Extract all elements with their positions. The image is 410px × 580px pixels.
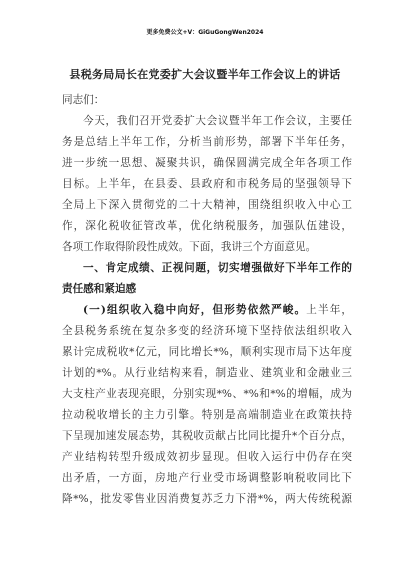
document-body [62,90,352,510]
paragraph-line: 目标。上半年，在县委、县政府和市税务局的坚强领导下 [62,178,352,190]
paragraph-line: 今天，我们召开党委扩大会议暨半年工作会议，主要任 [83,115,352,127]
paragraph-line: 拉动税收增长的主力引擎。特别是高端制造业在政策扶持 [62,409,352,421]
paragraph-line: 累计完成税收*亿元，同比增长*%，顺利实现市局下达年度 [62,346,352,358]
paragraph-line: 作，深化税收征管改革，优化纳税服务，加强队伍建设， [62,220,352,232]
paragraph-line: 务是总结上半年工作，分析当前形势，部署下半年任务， [62,136,352,148]
subsection-line [62,300,352,321]
paragraph-line: 各项工作取得阶段性成效。下面，我讲三个方面意见。 [62,241,317,253]
paragraph-line: 降*%，批发零售业因消费复苏乏力下滑*%，两大传统税源 [62,493,352,505]
paragraph-line: 计划的*%。从行业结构来看，制造业、建筑业和金融业三 [62,367,352,379]
subsection-heading: (一)组织收入稳中向好，但形势依然严峻。 [83,304,307,316]
paragraph-line: 下呈现加速发展态势，其税收贡献占比同比提升*个百分点， [62,430,352,442]
salutation: 同志们： [62,94,105,106]
document-title: 县税务局局长在党委扩大会议暨半年工作会议上的讲话 [69,68,341,81]
section-heading-cont: 责任感和紧迫感 [62,283,137,295]
paragraph-line: 出矛盾，一方面，房地产行业受市场调整影响税收同比下 [62,472,352,484]
paragraph-line: 全局上下深入贯彻党的二十大精神，围绕组织收入中心工 [62,199,352,211]
paragraph-text: 上半年， [306,304,352,316]
paragraph-line: 全县税务系统在复杂多变的经济环境下坚持依法组织收入 [62,325,352,337]
section-heading: 一、肯定成绩、正视问题，切实增强做好下半年工作的 [83,262,352,274]
watermark-text: 更多免费公文+V：GiGuGongWen2024 [146,29,264,36]
paragraph-line: 进一步统一思想、凝聚共识，确保圆满完成全年各项工作 [62,157,352,169]
paragraph-line: 产业结构转型升级成效初步显现。但收入运行中仍存在突 [62,451,352,463]
paragraph-line: 大支柱产业表现亮眼，分别实现*%、*%和*%的增幅，成为 [62,388,352,400]
